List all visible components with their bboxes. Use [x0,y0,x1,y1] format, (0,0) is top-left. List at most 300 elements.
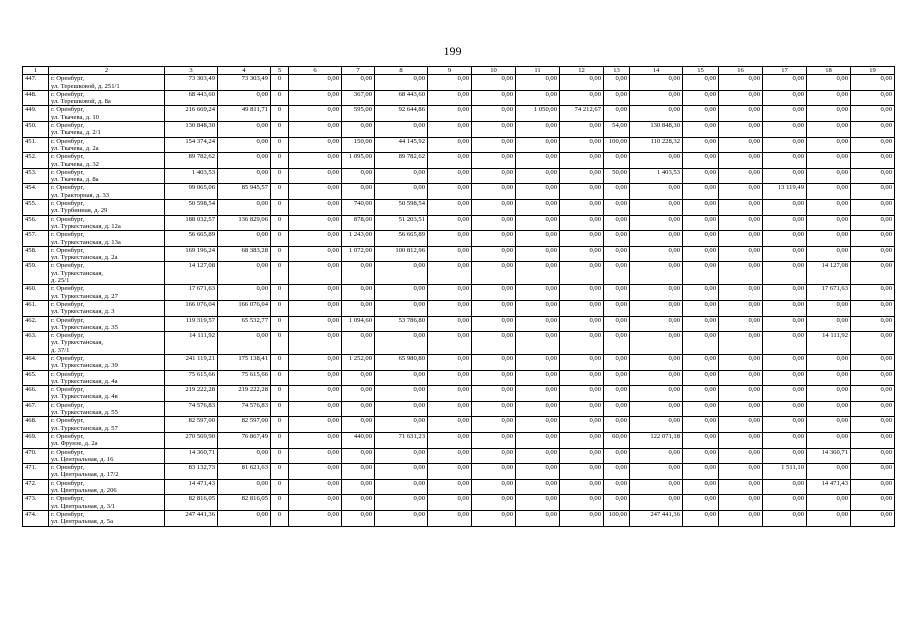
value-cell: 0,00 [516,246,560,262]
address-line: г. Оренбург, [51,464,85,472]
value-cell: 1 072,00 [342,246,375,262]
value-cell: 0,00 [807,168,851,184]
column-number-row [23,67,895,75]
value-cell: 0,00 [719,200,763,216]
address-line: г. Оренбург, [51,75,85,83]
value-cell: 175 138,41 [218,354,271,370]
value-cell: 440,00 [342,432,375,448]
value-cell: 0,00 [807,464,851,480]
row-number: 473. [23,495,49,511]
table-row [23,417,895,433]
value-cell: 65 980,80 [375,354,428,370]
value-cell: 0,00 [342,122,375,138]
address-line: ул. Ткачева, д. 32 [51,160,99,168]
value-cell: 0,00 [516,495,560,511]
value-cell: 0,00 [218,200,271,216]
value-cell: 0,00 [683,262,719,285]
row-number: 454. [23,184,49,200]
value-cell: 0,00 [516,215,560,231]
value-cell: 0,00 [807,153,851,169]
value-cell: 0,00 [807,386,851,402]
value-cell: 0,00 [472,417,516,433]
value-cell: 216 669,24 [165,106,218,122]
value-cell: 166 076,04 [165,300,218,316]
value-cell: 0 [271,137,289,153]
value-cell: 0,00 [472,246,516,262]
address-cell [49,510,165,526]
value-cell: 0,00 [375,122,428,138]
value-cell: 0,00 [683,370,719,386]
value-cell: 85 945,57 [218,184,271,200]
address-line: г. Оренбург, [51,332,85,340]
table-row [23,262,895,285]
value-cell: 0,00 [342,386,375,402]
address-line: г. Оренбург, [51,246,85,254]
value-cell: 0 [271,448,289,464]
value-cell: 0,00 [851,448,895,464]
row-number: 452. [23,153,49,169]
column-number: 3 [165,67,218,75]
value-cell: 0,00 [342,417,375,433]
value-cell: 0,00 [851,285,895,301]
value-cell: 0,00 [807,215,851,231]
value-cell: 0,00 [851,495,895,511]
value-cell: 0,00 [604,417,630,433]
address-line: г. Оренбург, [51,510,85,518]
value-cell: 0,00 [763,300,807,316]
value-cell: 0,00 [428,300,472,316]
value-cell: 0,00 [472,215,516,231]
address-line: г. Оренбург, [51,417,85,425]
value-cell: 1 094,60 [342,316,375,332]
value-cell: 0,00 [851,464,895,480]
address-cell [49,215,165,231]
value-cell: 0,00 [630,386,683,402]
value-cell: 0,00 [472,184,516,200]
value-cell: 0,00 [683,401,719,417]
value-cell: 17 671,63 [807,285,851,301]
value-cell: 0,00 [630,262,683,285]
value-cell: 0,00 [851,137,895,153]
row-number: 449. [23,106,49,122]
column-number: 1 [23,67,49,75]
address-cell [49,386,165,402]
value-cell: 14 360,71 [807,448,851,464]
value-cell: 0 [271,370,289,386]
value-cell: 0,00 [342,300,375,316]
address-cell [49,464,165,480]
value-cell: 0,00 [516,90,560,106]
value-cell: 0,00 [851,122,895,138]
row-number: 469. [23,432,49,448]
row-number: 461. [23,300,49,316]
value-cell: 0,00 [630,417,683,433]
value-cell: 0,00 [428,153,472,169]
value-cell: 0,00 [472,495,516,511]
value-cell: 0,00 [807,231,851,247]
value-cell: 0,00 [560,168,604,184]
value-cell: 0,00 [683,510,719,526]
value-cell: 0,00 [472,106,516,122]
value-cell: 0,00 [630,75,683,91]
value-cell: 0,00 [516,354,560,370]
value-cell: 0,00 [851,401,895,417]
value-cell: 0,00 [428,106,472,122]
value-cell: 0,00 [851,168,895,184]
value-cell: 100,00 [604,510,630,526]
value-cell: 53 786,80 [375,316,428,332]
value-cell: 0,00 [342,285,375,301]
address-cell [49,122,165,138]
address-line: г. Оренбург, [51,495,85,503]
value-cell: 0,00 [560,200,604,216]
address-cell [49,370,165,386]
value-cell: 0,00 [218,332,271,355]
row-number: 470. [23,448,49,464]
value-cell: 50,00 [604,168,630,184]
value-cell: 0,00 [516,153,560,169]
value-cell: 0,00 [472,200,516,216]
address-cell [49,106,165,122]
value-cell: 0,00 [516,401,560,417]
value-cell: 100,00 [604,137,630,153]
value-cell: 60,00 [604,432,630,448]
table-row [23,300,895,316]
address-line: г. Оренбург, [51,401,85,409]
value-cell: 0,00 [851,432,895,448]
value-cell: 0,00 [289,370,342,386]
value-cell: 0 [271,401,289,417]
value-cell: 0,00 [851,184,895,200]
value-cell: 0,00 [807,137,851,153]
value-cell: 0,00 [428,448,472,464]
value-cell: 0,00 [851,231,895,247]
row-number: 467. [23,401,49,417]
value-cell: 0,00 [342,184,375,200]
table-row [23,495,895,511]
table-row [23,168,895,184]
address-cell [49,200,165,216]
value-cell: 0,00 [289,448,342,464]
value-cell: 0,00 [289,479,342,495]
value-cell: 0,00 [630,90,683,106]
column-number: 17 [763,67,807,75]
value-cell: 0,00 [342,370,375,386]
value-cell: 0,00 [560,262,604,285]
value-cell: 0,00 [289,316,342,332]
table-row [23,332,895,355]
value-cell: 0,00 [683,300,719,316]
table-row [23,386,895,402]
value-cell: 0,00 [428,401,472,417]
address-line: д. 25/1 [51,277,70,285]
address-cell [49,417,165,433]
value-cell: 0,00 [218,90,271,106]
address-cell [49,262,165,285]
value-cell: 270 569,90 [165,432,218,448]
value-cell: 154 374,24 [165,137,218,153]
value-cell: 74 576,83 [165,401,218,417]
value-cell: 0 [271,106,289,122]
address-line: г. Оренбург, [51,184,85,192]
value-cell: 0,00 [472,168,516,184]
value-cell: 0,00 [472,300,516,316]
address-cell [49,448,165,464]
value-cell: 150,00 [342,137,375,153]
address-line: ул. Туркестанская, д. 13а [51,238,121,246]
value-cell: 0,00 [472,510,516,526]
value-cell: 0,00 [560,464,604,480]
value-cell: 0,00 [604,316,630,332]
value-cell: 0,00 [630,200,683,216]
value-cell: 0,00 [560,246,604,262]
address-line: г. Оренбург, [51,153,85,161]
value-cell: 68 443,60 [375,90,428,106]
value-cell: 0,00 [516,448,560,464]
value-cell: 0,00 [683,153,719,169]
value-cell: 0,00 [560,90,604,106]
table-row [23,200,895,216]
address-cell [49,153,165,169]
column-number: 10 [472,67,516,75]
value-cell: 0,00 [763,448,807,464]
value-cell: 0,00 [516,231,560,247]
value-cell: 0,00 [516,168,560,184]
value-cell: 0,00 [289,168,342,184]
value-cell: 13 119,49 [763,184,807,200]
value-cell: 0,00 [763,231,807,247]
value-cell: 0,00 [851,246,895,262]
address-line: г. Оренбург, [51,386,85,394]
value-cell: 0,00 [683,495,719,511]
column-number: 12 [560,67,604,75]
value-cell: 0,00 [560,448,604,464]
value-cell: 0,00 [472,432,516,448]
address-line: г. Оренбург, [51,106,85,114]
value-cell: 0,00 [560,285,604,301]
value-cell: 75 615,66 [165,370,218,386]
value-cell: 0,00 [630,370,683,386]
value-cell: 0,00 [516,300,560,316]
value-cell: 136 829,06 [218,215,271,231]
value-cell: 0,00 [604,300,630,316]
row-number: 448. [23,90,49,106]
value-cell: 247 441,36 [630,510,683,526]
value-cell: 51 203,51 [375,215,428,231]
table-row [23,448,895,464]
data-table [22,66,895,527]
address-line: г. Оренбург, [51,168,85,176]
address-line: ул. Ткачева, д. 2а [51,144,99,152]
value-cell: 0,00 [375,262,428,285]
value-cell: 0,00 [719,262,763,285]
value-cell: 0,00 [560,417,604,433]
value-cell: 0,00 [604,231,630,247]
value-cell: 0,00 [851,300,895,316]
value-cell: 0,00 [604,262,630,285]
value-cell: 0 [271,262,289,285]
value-cell: 0,00 [375,300,428,316]
value-cell: 0,00 [375,75,428,91]
value-cell: 0,00 [683,246,719,262]
value-cell: 0 [271,417,289,433]
value-cell: 0,00 [342,510,375,526]
value-cell: 0,00 [289,246,342,262]
row-number: 468. [23,417,49,433]
value-cell: 0,00 [289,386,342,402]
value-cell: 0,00 [630,332,683,355]
value-cell: 0,00 [428,479,472,495]
value-cell: 0,00 [630,285,683,301]
value-cell: 0,00 [604,75,630,91]
value-cell: 0,00 [218,479,271,495]
table-row [23,215,895,231]
value-cell: 0,00 [683,316,719,332]
value-cell: 0,00 [375,184,428,200]
value-cell: 0,00 [807,510,851,526]
value-cell: 0,00 [289,495,342,511]
address-line: ул. Центральная, д. 17/2 [51,471,119,479]
value-cell: 0,00 [851,386,895,402]
address-line: ул. Туркестанская, д. 35 [51,323,118,331]
address-line: ул. Фрунзе, д. 2а [51,440,98,448]
value-cell: 122 071,18 [630,432,683,448]
row-number: 460. [23,285,49,301]
row-number: 447. [23,75,49,91]
value-cell: 0,00 [719,90,763,106]
value-cell: 0 [271,495,289,511]
value-cell: 14 127,08 [807,262,851,285]
value-cell: 0,00 [428,386,472,402]
value-cell: 0,00 [218,231,271,247]
row-number: 464. [23,354,49,370]
value-cell: 219 222,28 [165,386,218,402]
value-cell: 0,00 [763,495,807,511]
value-cell: 0,00 [428,432,472,448]
value-cell: 0,00 [719,246,763,262]
value-cell: 0,00 [472,122,516,138]
value-cell: 0 [271,122,289,138]
value-cell: 0,00 [719,137,763,153]
table-row [23,153,895,169]
value-cell: 50 598,54 [375,200,428,216]
value-cell: 0,00 [428,354,472,370]
value-cell: 0,00 [630,153,683,169]
value-cell: 0,00 [719,479,763,495]
value-cell: 0,00 [472,401,516,417]
address-line: ул. Центральная, д. 16 [51,455,114,463]
value-cell: 595,00 [342,106,375,122]
value-cell: 0 [271,316,289,332]
value-cell: 75 615,66 [218,370,271,386]
value-cell: 0,00 [719,370,763,386]
value-cell: 56 665,89 [165,231,218,247]
value-cell: 0,00 [719,153,763,169]
value-cell: 0,00 [719,215,763,231]
table-row [23,354,895,370]
value-cell: 0,00 [851,215,895,231]
value-cell: 0,00 [218,285,271,301]
value-cell: 83 132,73 [165,464,218,480]
value-cell: 188 032,57 [165,215,218,231]
value-cell: 0,00 [763,246,807,262]
address-cell [49,479,165,495]
value-cell: 68 383,28 [218,246,271,262]
value-cell: 0,00 [560,432,604,448]
column-number: 11 [516,67,560,75]
value-cell: 0,00 [807,122,851,138]
column-number: 5 [271,67,289,75]
address-line: ул. Туркестанская, д. 39 [51,362,118,370]
value-cell: 1 252,00 [342,354,375,370]
value-cell: 0,00 [630,495,683,511]
value-cell: 82 597,00 [218,417,271,433]
value-cell: 0,00 [630,354,683,370]
value-cell: 0,00 [851,510,895,526]
address-line: ул. Туркестанская, д. 4в [51,393,118,401]
row-number: 466. [23,386,49,402]
column-number: 4 [218,67,271,75]
value-cell: 0,00 [516,122,560,138]
value-cell: 49 811,71 [218,106,271,122]
address-cell [49,495,165,511]
value-cell: 0,00 [807,184,851,200]
value-cell: 0 [271,354,289,370]
address-cell [49,332,165,355]
address-line: г. Оренбург, [51,215,85,223]
value-cell: 0 [271,246,289,262]
address-cell [49,316,165,332]
value-cell: 0,00 [289,200,342,216]
value-cell: 0,00 [289,122,342,138]
address-line: г. Оренбург, [51,370,85,378]
value-cell: 0,00 [763,332,807,355]
row-number: 453. [23,168,49,184]
value-cell: 0,00 [763,370,807,386]
value-cell: 0 [271,510,289,526]
value-cell: 89 782,62 [165,153,218,169]
value-cell: 0,00 [428,262,472,285]
value-cell: 0 [271,285,289,301]
value-cell: 0,00 [516,137,560,153]
value-cell: 0,00 [719,300,763,316]
value-cell: 0,00 [289,90,342,106]
value-cell: 0,00 [763,510,807,526]
address-cell [49,246,165,262]
value-cell: 241 119,21 [165,354,218,370]
value-cell: 0,00 [763,122,807,138]
row-number: 458. [23,246,49,262]
value-cell: 0,00 [375,479,428,495]
value-cell: 0,00 [719,168,763,184]
address-line: г. Оренбург, [51,200,85,208]
value-cell: 0,00 [375,448,428,464]
value-cell: 0,00 [630,464,683,480]
value-cell: 0,00 [472,464,516,480]
value-cell: 0,00 [763,153,807,169]
value-cell: 14 471,43 [807,479,851,495]
address-line: г. Оренбург, [51,300,85,308]
value-cell: 0,00 [719,285,763,301]
value-cell: 247 441,36 [165,510,218,526]
value-cell: 0,00 [604,401,630,417]
table-row [23,184,895,200]
address-cell [49,90,165,106]
value-cell: 0,00 [604,354,630,370]
value-cell: 0 [271,184,289,200]
value-cell: 0,00 [807,200,851,216]
row-number: 463. [23,332,49,355]
